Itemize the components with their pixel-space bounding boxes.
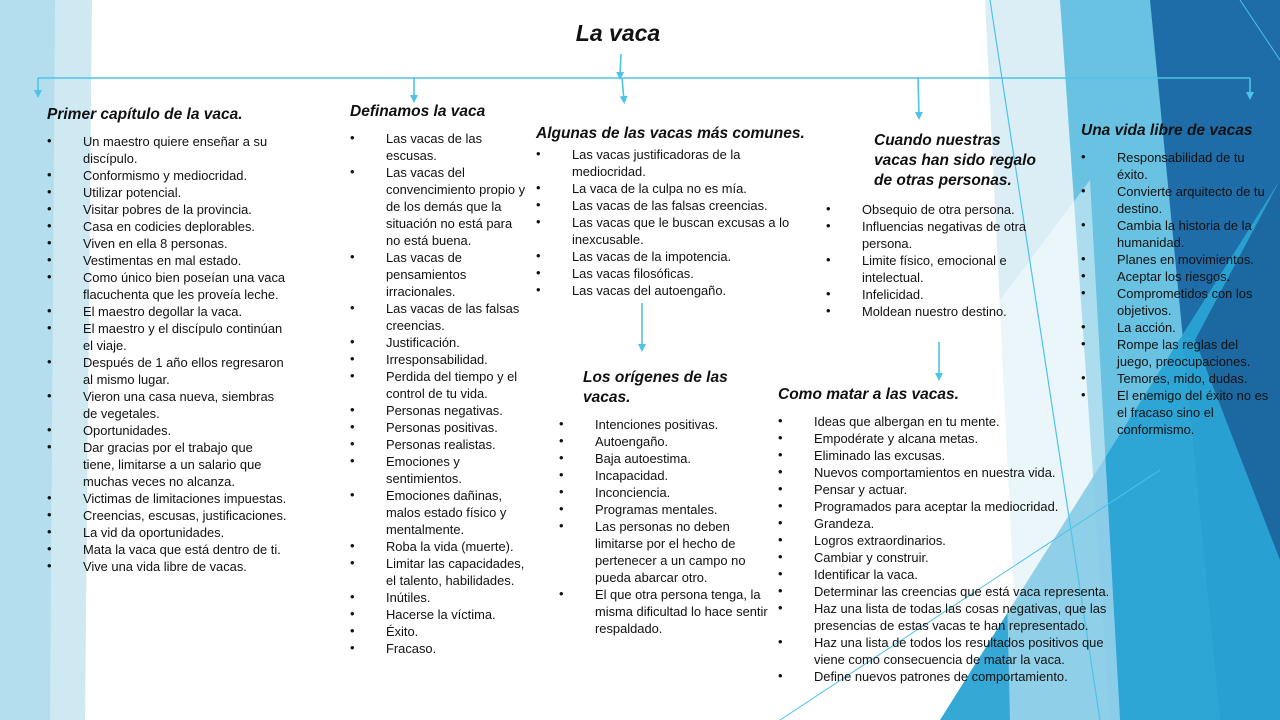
- list-item: • Planes en movimientos.: [1081, 251, 1275, 268]
- list-item: • Visitar pobres de la provincia.: [47, 201, 287, 218]
- list-item: • Fracaso.: [350, 640, 526, 657]
- list-item: • Dar gracias por el trabajo que tiene, limitarse a un salario que muchas veces no alcanza.: [47, 439, 287, 490]
- list-item: • Justificación.: [350, 334, 526, 351]
- list-item: • La vid da oportunidades.: [47, 524, 287, 541]
- list-item: • Logros extraordinarios.: [778, 532, 1123, 549]
- section-heading: Definamos la vaca: [350, 103, 486, 120]
- item-list: [778, 413, 1123, 685]
- list-item: • Empodérate y alcana metas.: [778, 430, 1123, 447]
- section-heading: Cuando nuestras vacas han sido regalo de otras personas.: [874, 132, 1036, 190]
- list-item: • Haz una lista de todas las cosas negativas, que las presencias de estas vacas te han representado.: [778, 600, 1123, 634]
- list-item: • Aceptar los riesgos.: [1081, 268, 1275, 285]
- list-item: • Limite físico, emocional e intelectual.: [826, 252, 1031, 286]
- section-vida-libre-de-vacas: [1081, 121, 1275, 438]
- list-item: • Moldean nuestro destino.: [826, 303, 1031, 320]
- list-item: • Creencias, escusas, justificaciones.: [47, 507, 287, 524]
- list-item: • Las vacas de las falsas creencias.: [536, 197, 806, 214]
- list-item: • Haz una lista de todos los resultados positivos que viene como consecuencia de matar la vaca.: [778, 634, 1123, 668]
- page-title: La vaca: [575, 20, 661, 46]
- list-item: • Eliminado las excusas.: [778, 447, 1123, 464]
- list-item: • Hacerse la víctima.: [350, 606, 526, 623]
- list-item: • Victimas de limitaciones impuestas.: [47, 490, 287, 507]
- list-item: • Un maestro quiere enseñar a su discípulo.: [47, 133, 287, 167]
- list-item: • La vaca de la culpa no es mía.: [536, 180, 806, 197]
- list-item: • Vive una vida libre de vacas.: [47, 558, 287, 575]
- list-item: • Casa en codicies deplorables.: [47, 218, 287, 235]
- section-heading: Los orígenes de las vacas.: [583, 369, 728, 407]
- list-item: • Las vacas del autoengaño.: [536, 282, 806, 299]
- section-como-matar-las-vacas: [778, 385, 1123, 685]
- list-item: • Baja autoestima.: [559, 450, 777, 467]
- list-item: • Temores, mido, dudas.: [1081, 370, 1275, 387]
- list-item: • Personas positivas.: [350, 419, 526, 436]
- list-item: • Personas realistas.: [350, 436, 526, 453]
- list-item: • Las personas no deben limitarse por el hecho de pertenecer a un campo no pueda abarcar otro.: [559, 518, 777, 586]
- list-item: • Las vacas que le buscan excusas a lo inexcusable.: [536, 214, 806, 248]
- section-origenes-de-las-vacas: [559, 368, 777, 637]
- list-item: • Limitar las capacidades, el talento, habilidades.: [350, 555, 526, 589]
- section-heading: Como matar a las vacas.: [778, 386, 959, 403]
- list-item: • Pensar y actuar.: [778, 481, 1123, 498]
- section-heading: Primer capítulo de la vaca.: [47, 106, 243, 123]
- list-item: • Convierte arquitecto de tu destino.: [1081, 183, 1275, 217]
- list-item: • La acción.: [1081, 319, 1275, 336]
- item-list: [826, 201, 1031, 320]
- list-item: • Las vacas filosóficas.: [536, 265, 806, 282]
- list-item: • Programas mentales.: [559, 501, 777, 518]
- list-item: • Personas negativas.: [350, 402, 526, 419]
- list-item: • Éxito.: [350, 623, 526, 640]
- section-definamos-la-vaca: [350, 102, 526, 657]
- list-item: • Programados para aceptar la mediocridad.: [778, 498, 1123, 515]
- list-item: • Emociones dañinas, malos estado físico y mentalmente.: [350, 487, 526, 538]
- list-item: • Inconciencia.: [559, 484, 777, 501]
- list-item: • Autoengaño.: [559, 433, 777, 450]
- list-item: • Oportunidades.: [47, 422, 287, 439]
- section-heading: Una vida libre de vacas: [1081, 122, 1253, 139]
- section-algunas-vacas-comunes: [536, 124, 821, 299]
- list-item: • Responsabilidad de tu éxito.: [1081, 149, 1275, 183]
- list-item: • Las vacas de pensamientos irracionales.: [350, 249, 526, 300]
- list-item: • Roba la vida (muerte).: [350, 538, 526, 555]
- list-item: • Perdida del tiempo y el control de tu vida.: [350, 368, 526, 402]
- list-item: • Irresponsabilidad.: [350, 351, 526, 368]
- list-item: • El maestro y el discípulo continúan el viaje.: [47, 320, 287, 354]
- list-item: • Emociones y sentimientos.: [350, 453, 526, 487]
- list-item: • Las vacas justificadoras de la mediocridad.: [536, 146, 806, 180]
- list-item: • Identificar la vaca.: [778, 566, 1123, 583]
- item-list: [350, 130, 526, 657]
- list-item: • El que otra persona tenga, la misma dificultad lo hace sentir respaldado.: [559, 586, 777, 637]
- list-item: • Comprometidos con los objetivos.: [1081, 285, 1275, 319]
- list-item: • Cambia la historia de la humanidad.: [1081, 217, 1275, 251]
- list-item: • Las vacas de la impotencia.: [536, 248, 806, 265]
- list-item: • Ideas que albergan en tu mente.: [778, 413, 1123, 430]
- list-item: • Define nuevos patrones de comportamiento.: [778, 668, 1123, 685]
- list-item: • Las vacas de las escusas.: [350, 130, 526, 164]
- list-item: • Nuevos comportamientos en nuestra vida.: [778, 464, 1123, 481]
- item-list: [47, 133, 287, 575]
- list-item: • Las vacas de las falsas creencias.: [350, 300, 526, 334]
- section-vacas-regalo: [826, 131, 1046, 320]
- list-item: • Determinar las creencias que está vaca representa.: [778, 583, 1123, 600]
- list-item: • Vestimentas en mal estado.: [47, 252, 287, 269]
- list-item: • Intenciones positivas.: [559, 416, 777, 433]
- list-item: • Viven en ella 8 personas.: [47, 235, 287, 252]
- list-item: • El maestro degollar la vaca.: [47, 303, 287, 320]
- list-item: • Vieron una casa nueva, siembras de vegetales.: [47, 388, 287, 422]
- item-list: [536, 146, 806, 299]
- list-item: • Rompe las reglas del juego, preocupaciones.: [1081, 336, 1275, 370]
- list-item: • Conformismo y mediocridad.: [47, 167, 287, 184]
- list-item: • Inútiles.: [350, 589, 526, 606]
- section-primer-capitulo: [47, 105, 287, 575]
- list-item: • Incapacidad.: [559, 467, 777, 484]
- item-list: [559, 416, 777, 637]
- list-item: • Cambiar y construir.: [778, 549, 1123, 566]
- section-heading: Algunas de las vacas más comunes.: [536, 125, 805, 142]
- list-item: • Obsequio de otra persona.: [826, 201, 1031, 218]
- list-item: • Después de 1 año ellos regresaron al mismo lugar.: [47, 354, 287, 388]
- list-item: • Infelicidad.: [826, 286, 1031, 303]
- list-item: • Como único bien poseían una vaca flacuchenta que les proveía leche.: [47, 269, 287, 303]
- list-item: • Las vacas del convencimiento propio y de los demás que la situación no está para no está buena.: [350, 164, 526, 249]
- list-item: • Influencias negativas de otra persona.: [826, 218, 1031, 252]
- item-list: [1081, 149, 1275, 438]
- list-item: • Utilizar potencial.: [47, 184, 287, 201]
- list-item: • Mata la vaca que está dentro de ti.: [47, 541, 287, 558]
- list-item: • El enemigo del éxito no es el fracaso sino el conformismo.: [1081, 387, 1275, 438]
- list-item: • Grandeza.: [778, 515, 1123, 532]
